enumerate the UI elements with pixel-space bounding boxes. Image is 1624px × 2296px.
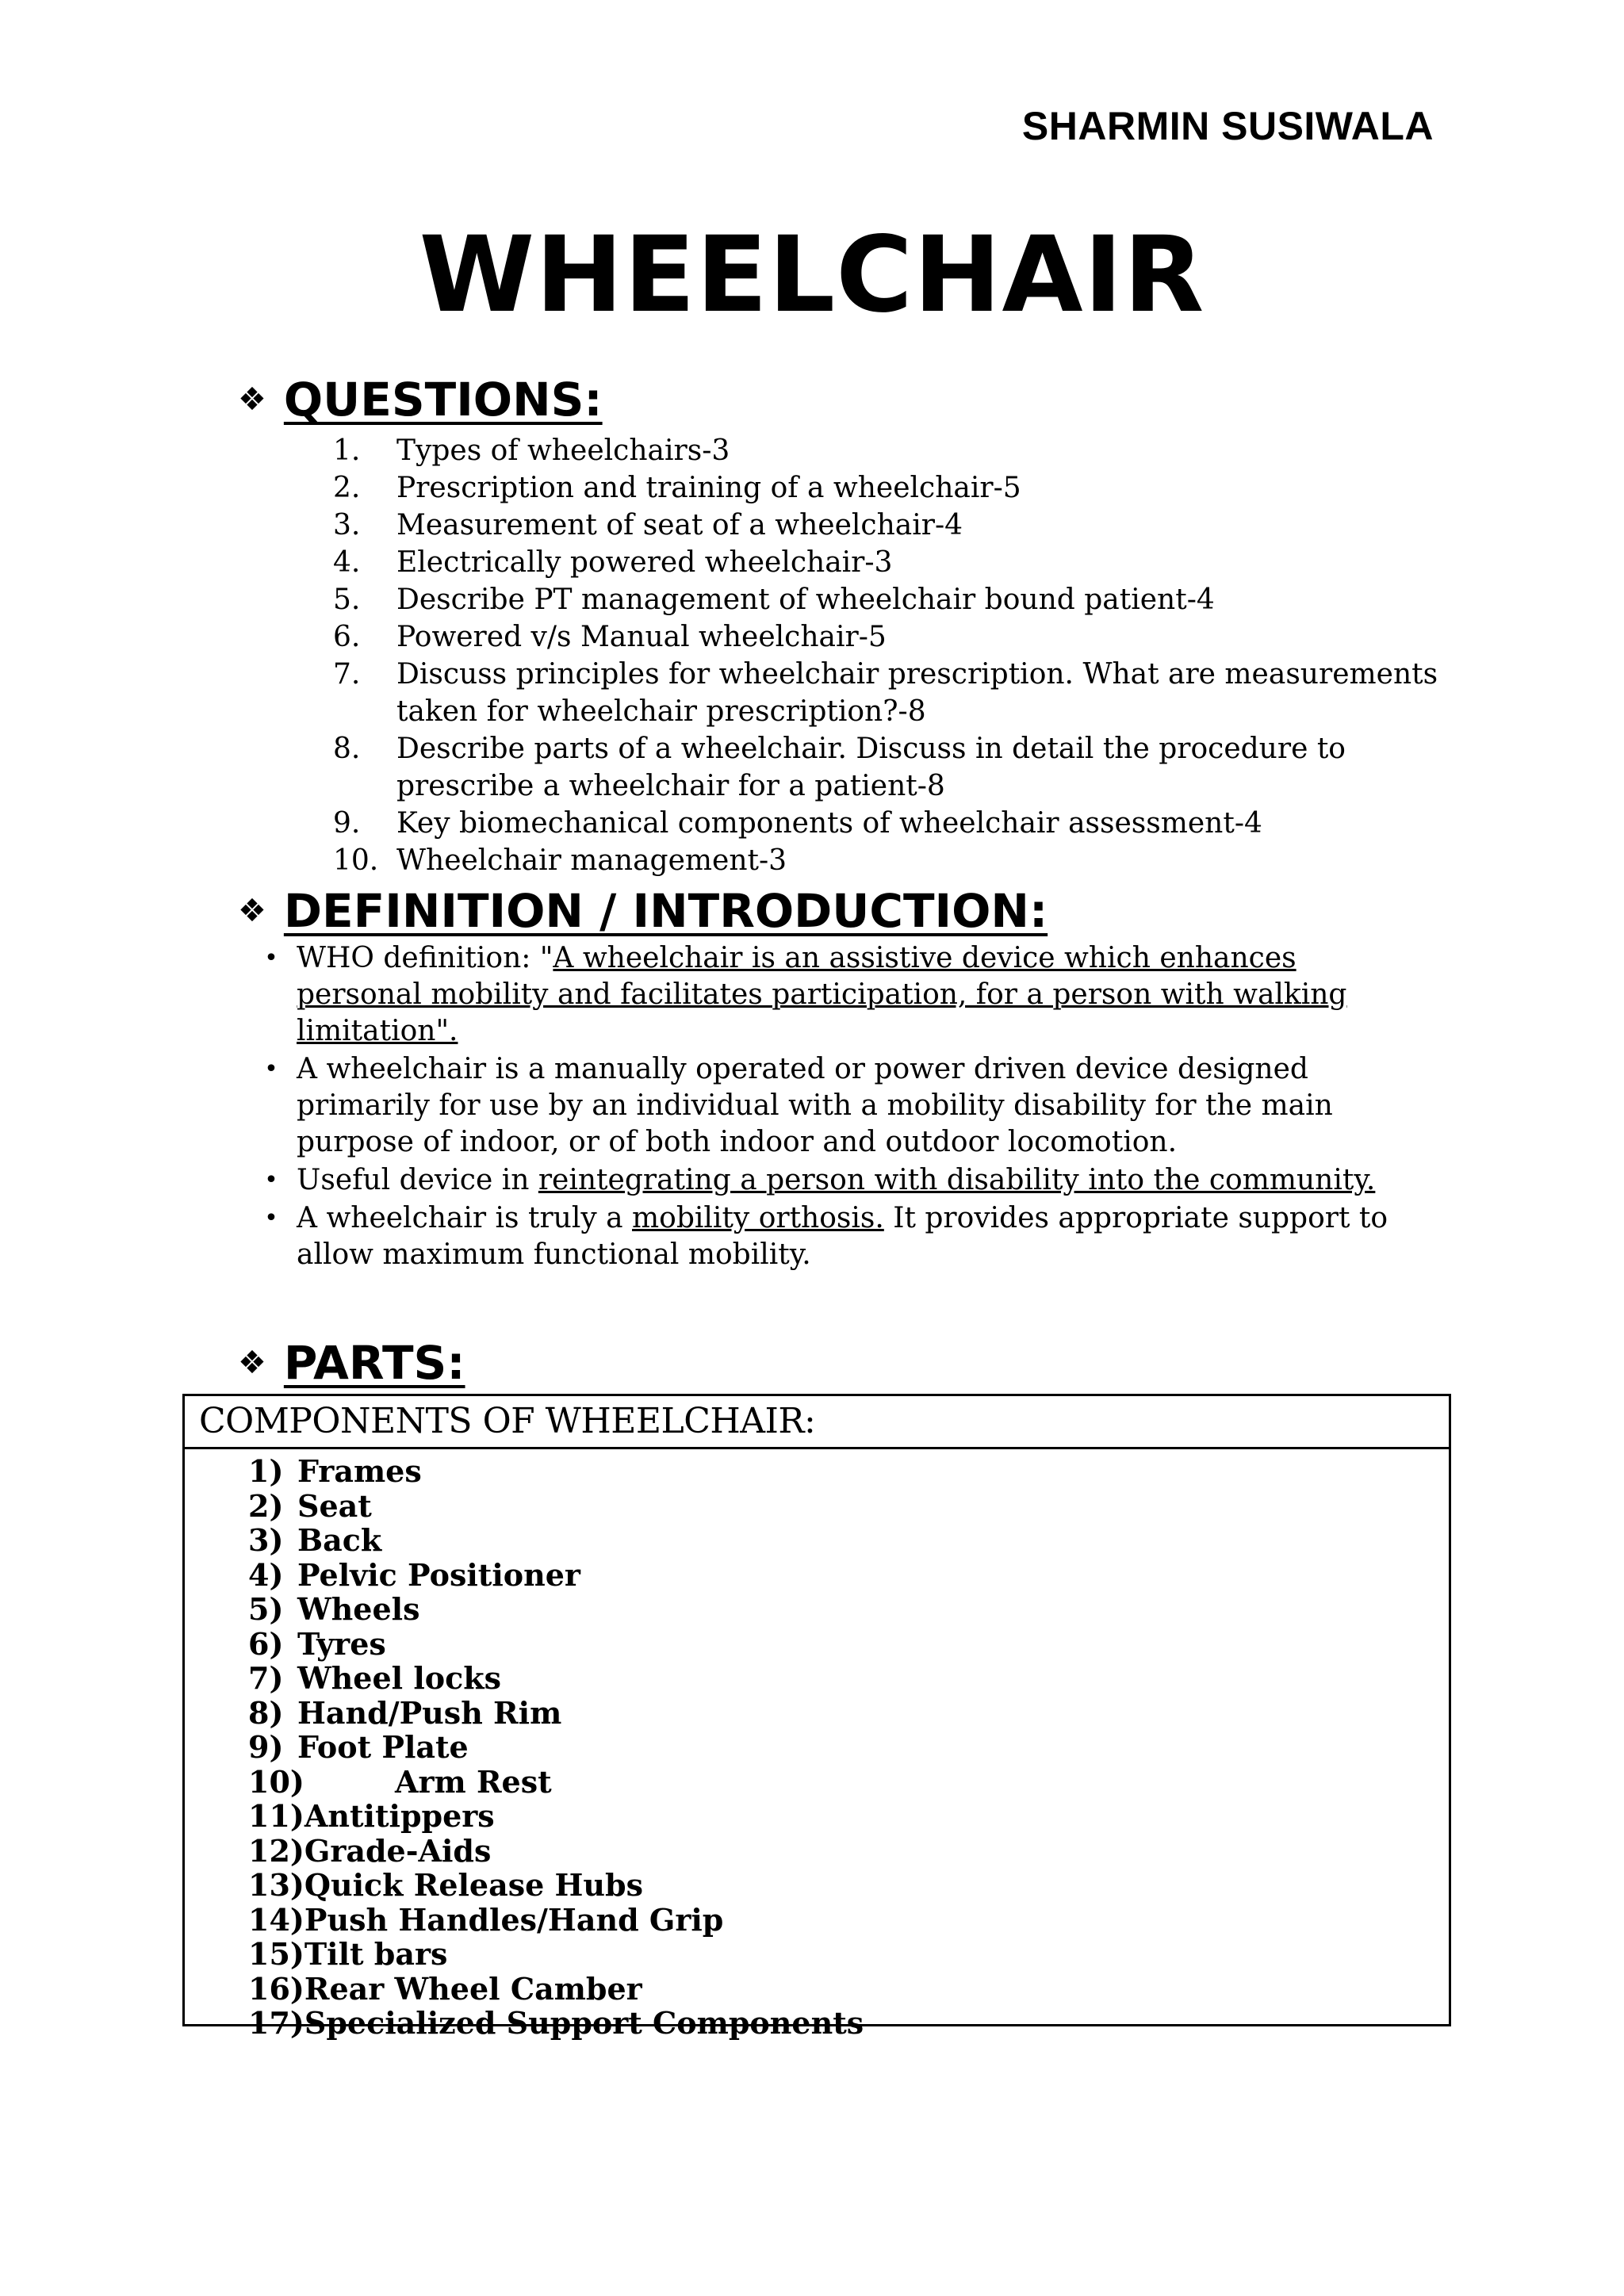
definition-bullet [246,1162,1419,1199]
question-number: 3. [333,509,361,541]
question-number: 4. [333,546,361,579]
question-number: 9. [333,807,361,840]
component-item [248,1523,1449,1558]
question-number: 2. [333,472,361,504]
page-title: WHEELCHAIR [419,214,1205,336]
definition-text-post: It provides appropriate support to allow maximum functional mobility. [297,1202,1388,1271]
component-name: Foot Plate [297,1729,469,1765]
definition-text [297,1162,1419,1199]
component-name: Wheels [297,1591,420,1627]
component-name: Tilt bars [304,1936,448,1972]
question-number: 8. [333,733,361,765]
questions-heading-text: QUESTIONS: [283,373,603,427]
definition-bullet [246,1200,1419,1273]
component-number: 6) [248,1625,284,1662]
component-number: 7) [248,1660,284,1696]
bullet-dot-icon: • [264,1204,278,1232]
component-item [248,1489,1449,1524]
question-text: Electrically powered wheelchair-3 [396,546,893,579]
question-item [333,581,1459,618]
question-number: 5. [333,584,361,616]
component-name: Specialized Support Components [304,2005,864,2041]
component-item [248,2006,1449,2041]
component-name: Antitippers [304,1798,495,1834]
question-item [333,507,1459,544]
component-item [248,1627,1449,1662]
question-number: 1. [333,434,361,467]
component-item [248,1799,1449,1834]
component-name: Arm Rest [395,1763,552,1800]
bullet-dot-icon: • [264,1055,278,1083]
parts-heading-text: PARTS: [283,1336,465,1390]
question-item [333,842,1459,879]
component-item [248,1868,1449,1903]
component-name: Grade-Aids [304,1832,492,1869]
question-text: Describe PT management of wheelchair bound patient-4 [396,584,1215,616]
question-item [333,618,1459,656]
components-list [185,1454,1449,2041]
definition-text-pre: A wheelchair is a manually operated or power driven device designed primarily for use by an individual with a mobility disability for the main purpose of indoor, or of both indoor and outdoor locomotion. [297,1053,1333,1158]
question-text: Key biomechanical components of wheelchair assessment-4 [396,807,1262,840]
component-number: 17) [248,2005,304,2041]
component-number: 8) [248,1694,284,1731]
component-name: Pelvic Positioner [297,1556,580,1593]
question-item [333,432,1459,469]
definition-text-underlined: reintegrating a person with disability into the community. [538,1164,1376,1196]
component-number: 13) [248,1867,304,1903]
question-item [333,544,1459,581]
diamond-bullet-icon: ❖ [238,1345,266,1381]
definition-text [297,1200,1419,1273]
question-number: 7. [333,658,361,691]
components-table-header: COMPONENTS OF WHEELCHAIR: [185,1396,1449,1449]
question-number: 10. [333,844,379,877]
definition-text [297,1051,1419,1161]
component-name: Wheel locks [297,1660,501,1696]
definition-text [297,940,1419,1050]
component-name: Seat [297,1487,372,1524]
question-text: Powered v/s Manual wheelchair-5 [396,621,887,653]
questions-heading [238,373,603,427]
component-item [248,1765,1449,1800]
definition-text-pre: A wheelchair is truly a [297,1202,633,1234]
component-item [248,1903,1449,1938]
component-number: 10) [248,1763,304,1800]
question-text: Measurement of seat of a wheelchair-4 [396,509,963,541]
question-text: Prescription and training of a wheelchair-5 [396,472,1021,504]
definition-text-underlined: mobility orthosis. [632,1202,884,1234]
component-item [248,1454,1449,1489]
component-number: 14) [248,1901,304,1938]
component-item [248,1834,1449,1869]
definition-text-underlined: A wheelchair is an assistive device which enhances personal mobility and facilitates participation, for a person with walking limitation". [297,942,1347,1047]
author-name: SHARMIN SUSIWALA [1021,104,1434,148]
component-name: Push Handles/Hand Grip [304,1901,724,1938]
bullet-dot-icon: • [264,1166,278,1194]
component-number: 2) [248,1487,284,1524]
bullet-dot-icon: • [264,944,278,972]
definition-text-pre: WHO definition: " [297,942,553,974]
component-number: 12) [248,1832,304,1869]
question-item [333,656,1459,730]
component-name: Back [297,1522,382,1558]
definition-text-pre: Useful device in [297,1164,538,1196]
component-item [248,1661,1449,1696]
component-item [248,1972,1449,2007]
component-name: Hand/Push Rim [297,1694,562,1731]
diamond-bullet-icon: ❖ [238,381,266,418]
question-item [333,469,1459,507]
question-item [333,805,1459,842]
components-table [182,1394,1451,2041]
definition-heading [238,884,1048,938]
question-text: Wheelchair management-3 [396,844,787,877]
question-text: Discuss principles for wheelchair prescription. What are measurements taken for wheelchair prescription?-8 [396,658,1438,728]
question-number: 6. [333,621,361,653]
component-item [248,1558,1449,1593]
component-number: 1) [248,1453,284,1489]
component-number: 9) [248,1729,284,1765]
question-item [333,730,1459,805]
definition-heading-text: DEFINITION / INTRODUCTION: [283,884,1048,938]
component-name: Quick Release Hubs [304,1867,644,1903]
component-number: 16) [248,1970,304,2007]
component-item [248,1696,1449,1731]
component-item [248,1592,1449,1627]
definition-bullet [246,940,1419,1050]
questions-list [333,432,1459,879]
definition-bullet [246,1051,1419,1161]
component-number: 3) [248,1522,284,1558]
component-name: Frames [297,1453,422,1489]
component-name: Rear Wheel Camber [304,1970,642,2007]
component-number: 15) [248,1936,304,1972]
component-item [248,1730,1449,1765]
question-text: Describe parts of a wheelchair. Discuss in detail the procedure to prescribe a wheelchair for a patient-8 [396,733,1346,802]
component-name: Tyres [297,1625,386,1662]
diamond-bullet-icon: ❖ [238,893,266,929]
component-number: 4) [248,1556,284,1593]
component-number: 5) [248,1591,284,1627]
parts-heading [238,1336,465,1390]
question-text: Types of wheelchairs-3 [396,434,730,467]
component-item [248,1937,1449,1972]
component-number: 11) [248,1798,304,1834]
definition-list [246,940,1419,1275]
